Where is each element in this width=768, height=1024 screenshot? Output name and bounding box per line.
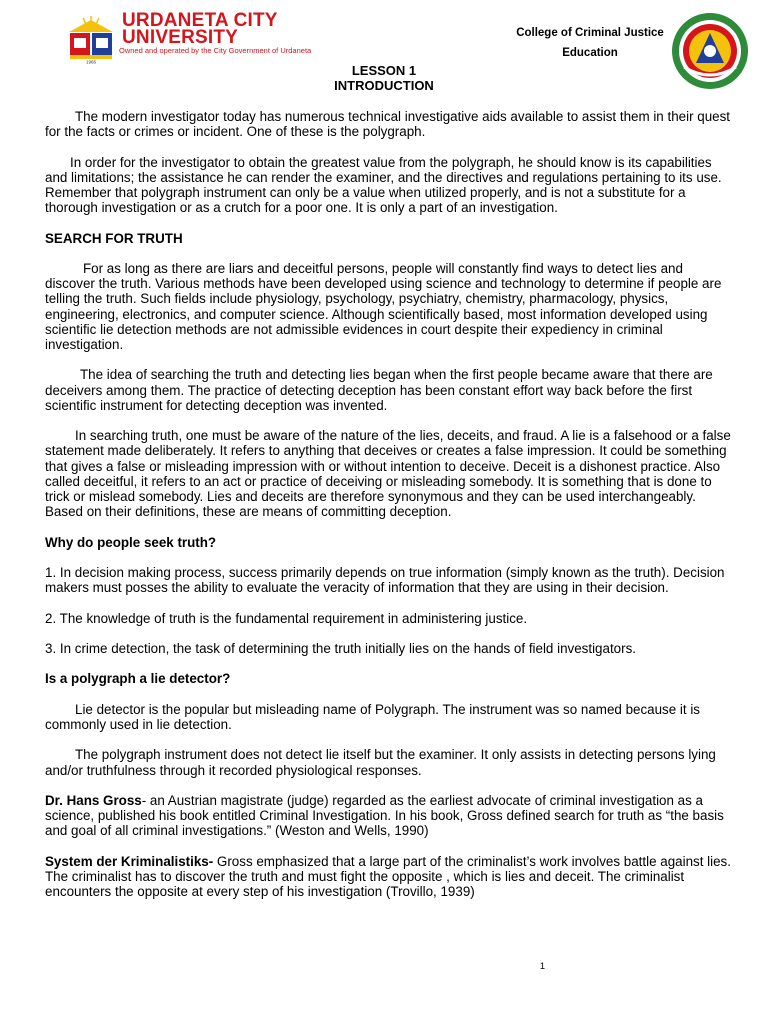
university-logo-icon — [66, 14, 116, 64]
list-item: 3. In crime detection, the task of determining the truth initially lies on the hands of field investigators. — [45, 640, 636, 656]
lesson-number: LESSON 1 — [351, 63, 417, 78]
list-item: 1. In decision making process, success primarily depends on true information (simply known as the truth). Decision makers must posses the ability to evaluate the veracity of information that they are using in their decision. — [45, 564, 725, 596]
section-heading: Why do people seek truth? — [45, 534, 217, 550]
university-name — [122, 12, 278, 46]
paragraph: The idea of searching the truth and detecting lies began when the first people became aware that there are deceivers among them. The practice of detecting deception has been constant effort way back before the first scientific instrument for detecting deception was invented. — [45, 367, 713, 413]
list-item: 2. The knowledge of truth is the fundamental requirement in administering justice. — [45, 610, 528, 626]
paragraph: Lie detector is the popular but misleading name of Polygraph. The instrument was so named because it is commonly used in lie detection. — [45, 701, 700, 732]
page-number: 1 — [540, 961, 546, 971]
paragraph: In searching truth, one must be aware of the nature of the lies, deceits, and fraud. A lie is a falsehood or a false statement made deliberately. It refers to anything that deceives or creates a false impression. It could be something that gives a false or misleading impression with or without intention to deceive. Deceit is a dishonest practice. Also called deceitful, it refers to an act or practice of deceiving or misleading somebody. It is something that is done to trick or mislead somebody. Lies and deceits are therefore synonymous and they can be used interchangeably. Based on their definitions, these are means of committing deception. — [45, 428, 731, 520]
paragraph: The modern investigator today has numerous technical investigative aids available to assist them in their quest for the facts or crimes or incident. One of these is the polygraph. — [45, 109, 731, 140]
college-name-line1: College of Criminal Justice — [516, 27, 664, 39]
logo-year: 1966 — [85, 59, 97, 64]
lesson-title: INTRODUCTION — [334, 78, 434, 93]
section-heading: SEARCH FOR TRUTH — [45, 230, 183, 246]
lesson-heading — [0, 63, 768, 93]
university-name-line2: UNIVERSITY — [122, 27, 239, 48]
term: Dr. Hans Gross — [45, 792, 142, 808]
paragraph: The polygraph instrument does not detect lie itself but the examiner. It only assists in detecting persons lying and/or truthfulness through it recorded physiological responses. — [45, 747, 716, 778]
paragraph: For as long as there are liars and deceitful persons, people will constantly find ways to detect lies and discover the truth. Various methods have been developed using science and technology to determine if people are telling the truth. Such fields include physiology, psychology, psychiatry, chemistry, pharmacology, physics, engineering, electronics, and computer science. Although scientifically based, most information developed using scientific lie detection methods are not admissible evidences in court despite their expediency in criminal investigation. — [45, 260, 722, 352]
paragraph — [45, 854, 733, 900]
college-name — [506, 23, 674, 63]
college-name-line2: Education — [562, 47, 618, 59]
paragraph: In order for the investigator to obtain the greatest value from the polygraph, he should know is its capabilities and limitations; the assistance he can render the examiner, and the directives and regulations pertaining to its use. Remember that polygraph instrument can only be a value when utilized properly, and is not a substitute for a thorough investigation or as a crutch for a poor one. It is only a part of an investigation. — [45, 154, 722, 216]
term-definition: Gross emphasized that a large part of the criminalist’s work involves battle against lies. The criminalist has to discover the truth and must fight the opposite , which is lies and deceit. The criminalist encounters the opposite at every step of his investigation (Trovillo, 1939) — [45, 853, 731, 900]
term-definition: - an Austrian magistrate (judge) regarded as the earliest advocate of criminal investigation as a science, published his book entitled Criminal Investigation. In his book, Gross defined search for truth as “the basis and goal of all criminal investigations.” (Weston and Wells, 1990) — [45, 792, 724, 839]
university-name-line1: URDANETA CITY — [122, 10, 278, 31]
document-body — [45, 109, 733, 915]
university-subtitle: Owned and operated by the City Government of Urdaneta — [119, 46, 312, 55]
paragraph — [45, 793, 733, 839]
section-heading: Is a polygraph a lie detector? — [45, 671, 231, 687]
term: System der Kriminalistiks- — [45, 853, 214, 869]
